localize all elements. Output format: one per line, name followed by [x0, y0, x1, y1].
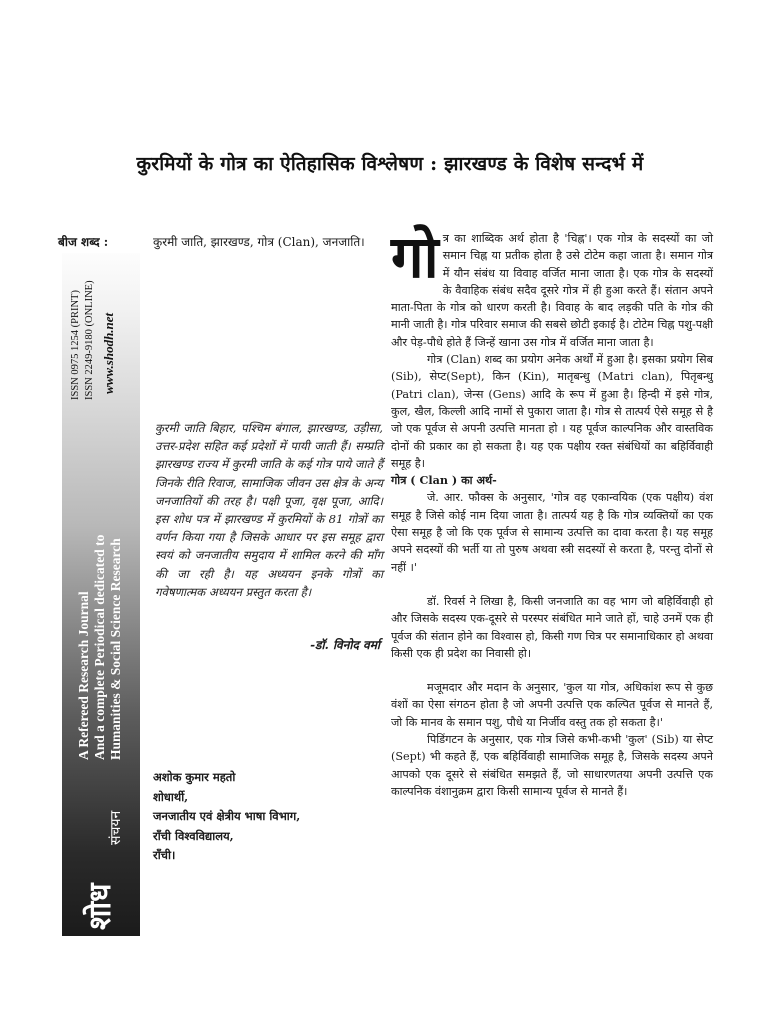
abstract-signature: -डॉ. विनोद वर्मा [310, 638, 380, 652]
body-paragraph-6: पिडिंगटन के अनुसार, एक गोत्र जिसे कभी-कभी 'कुल' (Sib) या सेप्ट (Sept) भी कहते हैं, एक बहिर्विवाही सामाजिक समूह है, जिसके सदस्य अपने आपको एक दूसरे से संबंधित समझते हैं, जो साधारणतया अपनी उत्पत्ति एक काल्पनिक वंशानुक्रम द्वारा किसी सामान्य पूर्वज से मानते हैं। [391, 733, 713, 798]
journal-logo: शोध [84, 883, 117, 930]
journal-tagline-3: Humanities & Social Science Research [108, 538, 123, 760]
journal-tagline-1: A Refereed Research Journal [76, 591, 91, 760]
issn-print: ISSN 0975 1254 (PRINT) [70, 290, 81, 400]
journal-logo-sub: संचयन [109, 810, 124, 845]
abstract-text: कुरमी जाति बिहार, पश्चिम बंगाल, झारखण्ड, उड़ीसा, उत्तर-प्रदेश सहित कई प्रदेशों में पायी जाती हैं। सम्प्रति झारखण्ड राज्य में कुरमी जाति के कई गोत्र पाये जाते हैं जिनके रीति रिवाज, सामाजिक जीवन उस क्षेत्र के अन्य जनजातियों की तरह है। पक्षी पूजा, वृक्ष पूजा, आदि। इस शोध पत्र में झारखण्ड में कुरमियों के 81 गोत्रों का वर्णन किया गया है जिसके आधार पर इस समूह द्वारा स्वयं को जनजातीय समुदाय में शामिल करने की माँग की जा रही है। यह अध्ययन इनके गोत्रों का गवेषणात्मक अध्ययन प्रस्तुत करता है। [155, 421, 383, 599]
section-heading: गोत्र ( Clan ) का अर्थ- [391, 473, 497, 488]
body-column [391, 223, 713, 800]
keywords-label: बीज शब्द : [58, 235, 109, 249]
author-name: अशोक कुमार महतो [153, 770, 236, 784]
journal-website: www.shodh.net [101, 312, 116, 394]
body-paragraph-5: मजूमदार और मदान के अनुसार, 'कुल या गोत्र, अधिकांश रूप से कुछ वंशों का ऐसा संगठन होता है जो अपनी उत्पत्ति एक कल्पित पूर्वज से मानते हैं, जो कि मानव के समान पशु, पौधे या निर्जीव वस्तु तक हो सकता है।' [391, 681, 713, 729]
body-paragraph-3: जे. आर. फौक्स के अनुसार, 'गोत्र वह एकान्वयिक (एक पक्षीय) वंश समूह है जिसे कोई नाम दिया जाता है। तात्पर्य यह है कि गोत्र व्यक्तियों का एक ऐसा समूह है जो कि एक पूर्वज से सामान्य उत्पत्ति का दावा करता है। यह समूह अपने सदस्यों की भर्ती या तो पुरुष अथवा स्त्री सदस्यों से करता है, परन्तु दोनों से नहीं ।' [391, 491, 713, 574]
journal-tagline-2: And a complete Periodical dedicated to [92, 534, 107, 760]
author-block [153, 768, 383, 866]
issn-online: ISSN 2249-9180 (ONLINE) [84, 280, 95, 400]
body-paragraph-1: गोत्र का शाब्दिक अर्थ होता है 'चिह्न'। एक गोत्र के सदस्यों का जो समान चिह्न या प्रतीक होता है उसे टोटेम कहा जाता है। समान गोत्र में यौन संबंध या विवाह वर्जित माना जाता है। एक गोत्र के सदस्यों के वैवाहिक संबंध सदैव दूसरे गोत्र में ही हुआ करते हैं। संतान अपने माता-पिता के गोत्र को धारण करती है। विवाह के बाद लड़की पति के गोत्र की मानी जाती है। गोत्र परिवार समाज की सबसे छोटी इकाई है। टोटेम चिह्न पशु-पक्षी और पेड़-पौधे होते हैं जिन्हें खाना उस गोत्र में वर्जित माना जाता है। [391, 223, 713, 349]
author-role: शोधार्थी, [153, 789, 189, 804]
keywords-value: कुरमी जाति, झारखण्ड, गोत्र (Clan), जनजाति। [153, 235, 365, 249]
drop-cap: गो [391, 223, 439, 291]
body-paragraph-2: गोत्र (Clan) शब्द का प्रयोग अनेक अर्थों में हुआ है। इसका प्रयोग सिब (Sib), सेप्ट(Sept), किन (Kin), मातृबन्धु (Matri clan), पितृबन्धु (Patri clan), जेन्स (Gens) आदि के रूप में हुआ है। हिन्दी में इसे गोत्र, कुल, खैल, किल्ली आदि नामों से पुकारा जाता है। गोत्र से तात्पर्य ऐसे समूह से है जो एक पूर्वज से अपनी उत्पत्ति मानता हो । यह पूर्वज काल्पनिक और वास्तविक दोनों की प्रकार का हो सकता है। यह एक पक्षीय रक्त संबंधियों का बहिर्विवाही समूह है। [391, 353, 713, 470]
paper-title: कुरमियों के गोत्र का ऐतिहासिक विश्लेषण : झारखण्ड के विशेष सन्दर्भ में [136, 153, 644, 175]
body-paragraph-4: डॉ. रिवर्स ने लिखा है, किसी जनजाति का वह भाग जो बहिर्विवाही हो और जिसके सदस्य एक-दूसरे से परस्पर संबंधित माने जाते हों, चाहे उनमें एक ही पूर्वज की संतान होने का विश्वास हो, किसी गण चित्र पर समानाधिकार हो अथवा किसी एक ही प्रदेश का निवासी हो। [391, 594, 713, 660]
author-university: राँची विश्वविद्यालय, [153, 828, 234, 843]
author-department: जनजातीय एवं क्षेत्रीय भाषा विभाग, [153, 809, 301, 823]
author-city: राँची। [153, 848, 176, 862]
